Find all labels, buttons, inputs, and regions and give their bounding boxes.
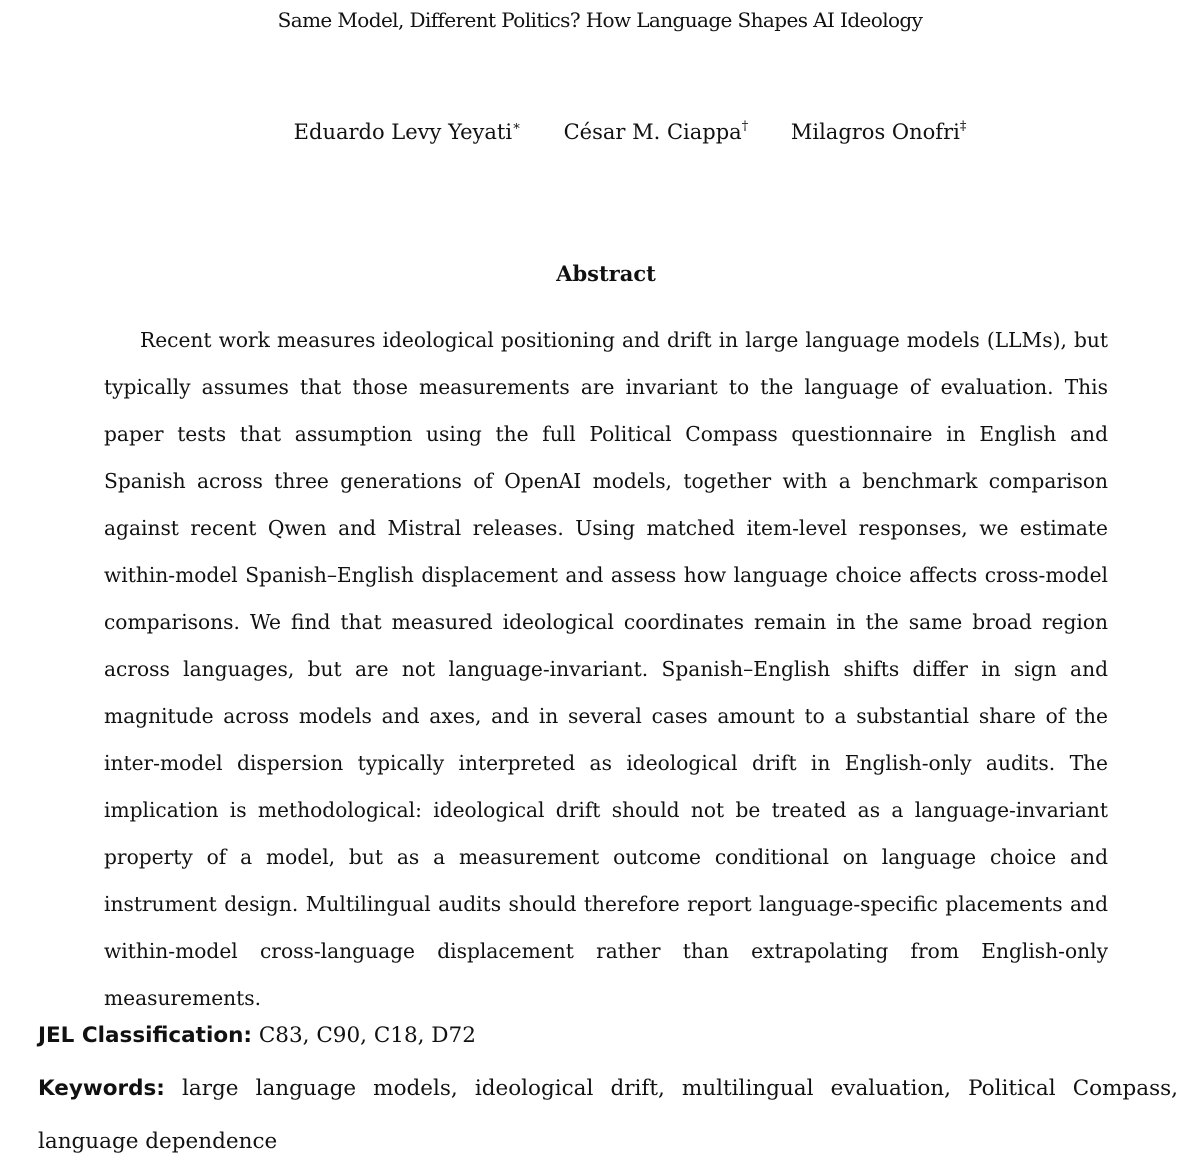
author-name: César M. Ciappa <box>563 120 742 144</box>
keywords-label: Keywords: <box>38 1076 165 1101</box>
author-list <box>0 120 1200 144</box>
author-1 <box>294 120 521 144</box>
author-3 <box>791 120 966 144</box>
author-footnote-mark: ‡ <box>959 119 967 134</box>
author-2 <box>564 120 749 144</box>
abstract-body: Recent work measures ideological positioning and drift in large language models (LLMs), but typically assumes that those measurements are invariant to the language of evaluation. This paper tests that assumption using the full Political Compass questionnaire in English and Spanish across three generations of OpenAI models, together with a benchmark comparison against recent Qwen and Mistral releases. Using matched item-level responses, we estimate within-model Spanish–English displacement and assess how language choice affects cross-model comparisons. We find that measured ideological coordinates remain in the same broad region across languages, but are not language-invariant. Spanish–English shifts differ in sign and magnitude across models and axes, and in several cases amount to a substantial share of the inter-model dispersion typically interpreted as ideological drift in English-only audits. The implication is methodological: ideological drift should not be treated as a language-invariant property of a model, but as a measurement outcome conditional on language choice and instrument design. Multilingual audits should therefore report language-specific placements and within-model cross-language displacement rather than extrapolating from English-only measurements. <box>104 328 1108 1010</box>
paper-title: Same Model, Different Politics? How Language Shapes AI Ideology <box>277 8 923 32</box>
keywords <box>38 1062 1178 1168</box>
author-name: Milagros Onofri <box>790 120 960 144</box>
author-name: Eduardo Levy Yeyati <box>293 120 513 144</box>
jel-codes: C83, C90, C18, D72 <box>258 1023 476 1048</box>
jel-label: JEL Classification: <box>38 1023 253 1048</box>
abstract-heading: Abstract <box>556 261 656 286</box>
jel-classification <box>38 1009 1178 1062</box>
keywords-list: large language models, ideological drift, multilingual evaluation, Political Compass, language dependence <box>38 1076 1178 1154</box>
author-footnote-mark: † <box>741 119 749 134</box>
author-footnote-mark: ∗ <box>512 119 521 134</box>
